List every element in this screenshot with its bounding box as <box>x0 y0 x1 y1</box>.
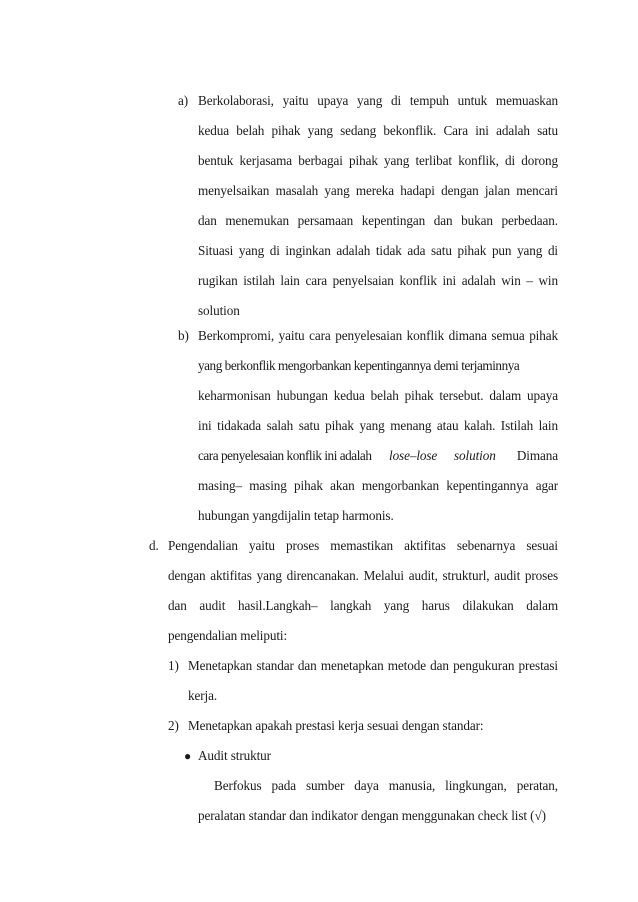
item-b-line-2: yang berkonflik mengorbankan kepentingannya demi terjaminnya <box>198 358 520 373</box>
item-b-lose-lose: lose–lose <box>389 448 438 463</box>
step-1-label: 1) <box>168 658 179 673</box>
step-1-line-2: kerja. <box>188 688 218 703</box>
item-d-line-1: Pengendalian yaitu proses memastikan aktifitas sebenarnya sesuai <box>168 538 558 553</box>
bullet-1-title: Audit struktur <box>198 748 271 763</box>
item-b-line-1: Berkompromi, yaitu cara penyelesaian konflik dimana semua pihak <box>198 328 558 343</box>
item-b-line-6: masing– masing pihak akan mengorbankan kepentingannya agar <box>198 478 558 493</box>
item-a-line-3: bentuk kerjasama berbagai pihak yang terlibat konflik, di dorong <box>198 153 558 168</box>
item-a-line-2: kedua belah pihak yang sedang bekonflik. Cara ini adalah satu <box>198 123 558 138</box>
item-b-line-4: ini tidakada salah satu pihak yang menang atau kalah. Istilah lain <box>198 418 558 433</box>
item-b-line-7: hubungan yangdijalin tetap harmonis. <box>198 508 394 523</box>
item-a-line-1: Berkolaborasi, yaitu upaya yang di tempuh untuk memuaskan <box>198 93 558 108</box>
item-b-line-3: keharmonisan hubungan kedua belah pihak tersebut. dalam upaya <box>198 388 558 403</box>
item-d-line-3: dan audit hasil.Langkah– langkah yang harus dilakukan dalam <box>168 598 558 613</box>
item-b-label: b) <box>178 328 189 343</box>
step-2-line: Menetapkan apakah prestasi kerja sesuai dengan standar: <box>188 718 484 733</box>
step-1-line-1: Menetapkan standar dan menetapkan metode dan pengukuran prestasi <box>188 658 558 673</box>
item-b-solution: solution <box>454 448 496 463</box>
bullet-icon: ● <box>184 749 192 763</box>
item-d-line-2: dengan aktifitas yang direncanakan. Melalui audit, strukturl, audit proses <box>168 568 558 583</box>
bullet-1-line-1: Berfokus pada sumber daya manusia, lingkungan, peratan, <box>214 778 558 793</box>
item-a-line-6: Situasi yang di inginkan adalah tidak ada satu pihak pun yang di <box>198 243 558 258</box>
item-a-line-5: dan menemukan persamaan kepentingan dan bukan perbedaan. <box>198 213 558 228</box>
item-b-line-5 <box>198 448 558 464</box>
step-2-label: 2) <box>168 718 179 733</box>
item-d-line-4: pengendalian meliputi: <box>168 628 288 643</box>
item-a-line-8: solution <box>198 303 240 318</box>
item-a-label: a) <box>178 93 189 108</box>
item-b-dimana: Dimana <box>516 448 558 463</box>
item-a-line-7: rugikan istilah lain cara penyelsaian konflik ini adalah win – win <box>198 273 558 288</box>
bullet-1-line-2: peralatan standar dan indikator dengan menggunakan check list (√) <box>198 808 546 823</box>
item-d-label: d. <box>149 538 159 553</box>
item-b-line-5-text: cara penyelesaian konflik ini adalah <box>198 448 372 463</box>
item-a-line-4: menyelsaikan masalah yang mereka hadapi dengan jalan mencari <box>198 183 558 198</box>
